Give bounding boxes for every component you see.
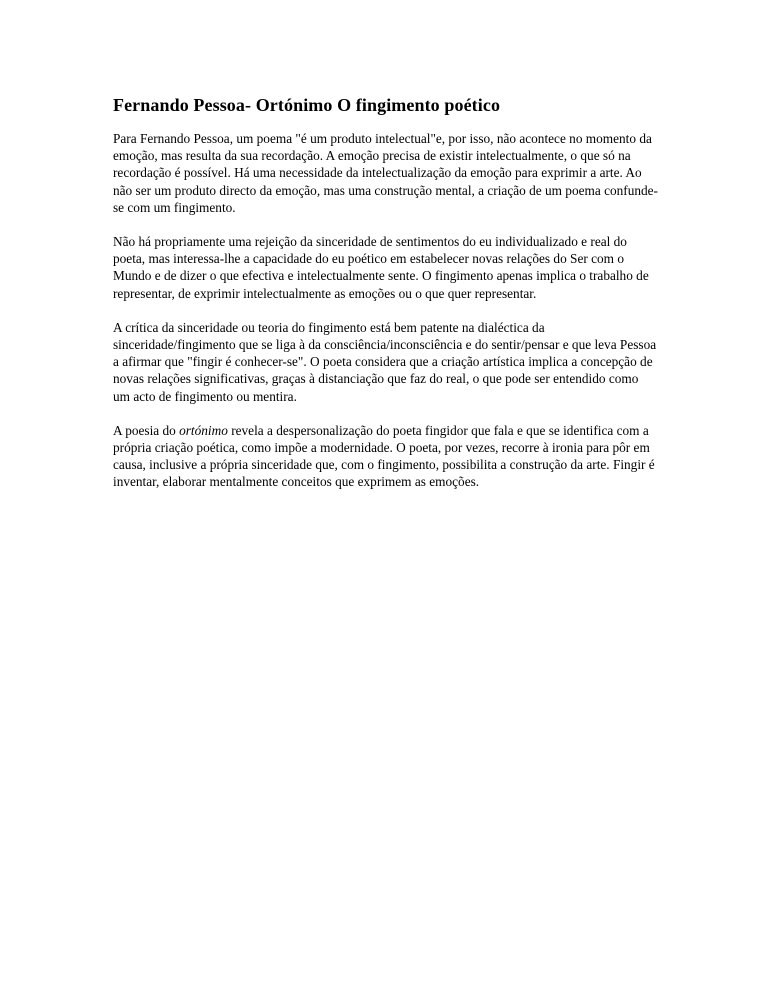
paragraph-4-text-after: revela a despersonalização do poeta fingidor que fala e que se identifica com a própria criação poética, como impõe a modernidade. O poeta, por vezes, recorre à ironia para pôr em causa, inclusive a própria sinceridade que, com o fingimento, possibilita a construção da arte. Fingir é inventar, elaborar mentalmente conceitos que exprimem as emoções. xyxy=(113,422,655,490)
paragraph-4 xyxy=(113,422,658,491)
paragraph-4-emphasis: ortónimo xyxy=(179,422,228,438)
paragraph-2: Não há propriamente uma rejeição da sinceridade de sentimentos do eu individualizado e real do poeta, mas interessa-lhe a capacidade do eu poético em estabelecer novas relações do Ser com o Mundo e de dizer o que efectiva e intelectualmente sente. O fingimento apenas implica o trabalho de representar, de exprimir intelectualmente as emoções ou o que quer representar. xyxy=(113,234,649,301)
paragraph-1: Para Fernando Pessoa, um poema "é um produto intelectual"e, por isso, não acontece no momento da emoção, mas resulta da sua recordação. A emoção precisa de existir intelectualmente, o que só na recordação é possível. Há uma necessidade da intelectualização da emoção para exprimir a arte. Ao não ser um produto directo da emoção, mas uma construção mental, a criação de um poema confunde-se com um fingimento. xyxy=(113,131,658,215)
paragraph-4-text-before: A poesia do xyxy=(113,422,180,438)
paragraph-3: A crítica da sinceridade ou teoria do fingimento está bem patente na dialéctica da sinceridade/fingimento que se liga à da consciência/inconsciência e do sentir/pensar e que leva Pessoa a afirmar que "fingir é conhecer-se". O poeta considera que a criação artística implica a concepção de novas relações significativas, graças à distanciação que faz do real, o que pode ser entendido como um acto de fingimento ou mentira. xyxy=(113,319,657,404)
document-content xyxy=(113,94,658,508)
document-title: Fernando Pessoa- Ortónimo O fingimento poético xyxy=(113,95,501,115)
